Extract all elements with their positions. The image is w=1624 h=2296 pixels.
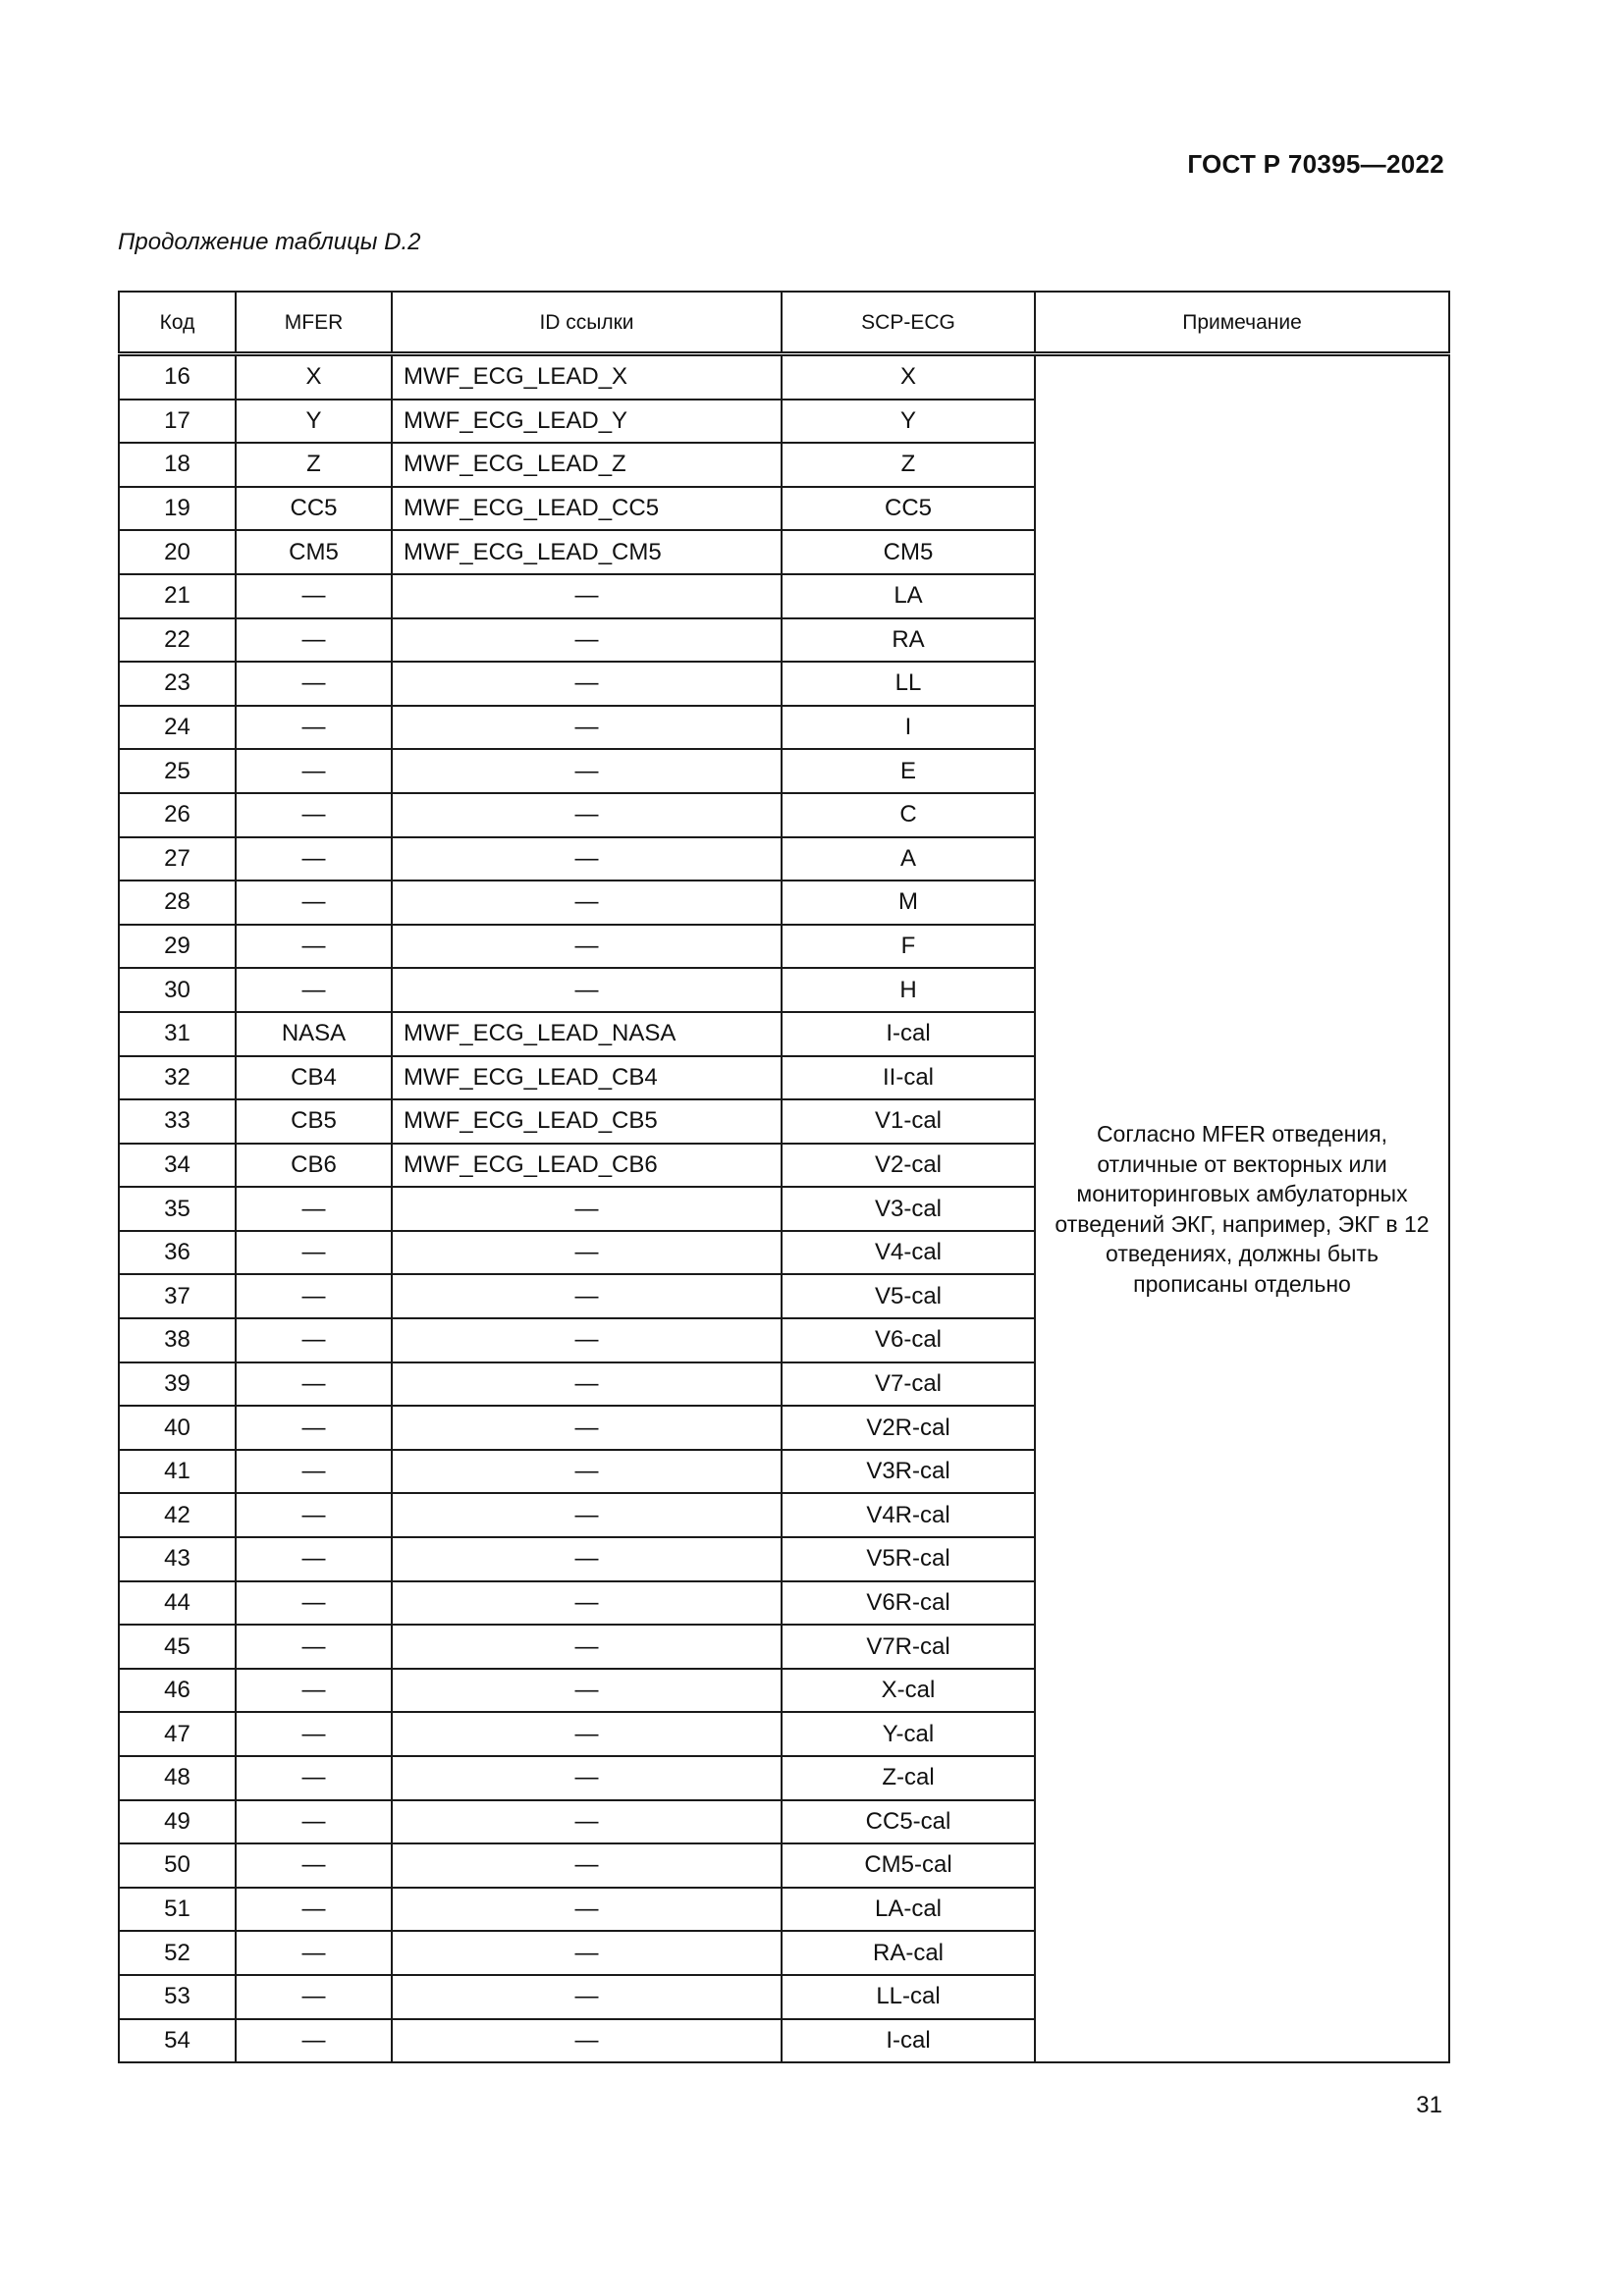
cell-mfer: — xyxy=(236,574,392,618)
cell-code: 43 xyxy=(119,1537,236,1581)
cell-id: — xyxy=(392,793,782,837)
table-row xyxy=(119,354,1449,400)
cell-code: 24 xyxy=(119,706,236,750)
cell-code: 32 xyxy=(119,1056,236,1100)
cell-code: 39 xyxy=(119,1362,236,1407)
cell-code: 29 xyxy=(119,925,236,969)
cell-mfer: — xyxy=(236,1318,392,1362)
cell-mfer: CC5 xyxy=(236,487,392,531)
cell-code: 51 xyxy=(119,1888,236,1932)
cell-scp-ecg: I xyxy=(782,706,1035,750)
cell-code: 22 xyxy=(119,618,236,663)
cell-id: MWF_ECG_LEAD_NASA xyxy=(392,1012,782,1056)
cell-id: — xyxy=(392,749,782,793)
cell-code: 25 xyxy=(119,749,236,793)
cell-scp-ecg: A xyxy=(782,837,1035,881)
cell-code: 50 xyxy=(119,1843,236,1888)
cell-id: — xyxy=(392,1450,782,1494)
cell-scp-ecg: I-cal xyxy=(782,2019,1035,2063)
cell-id: — xyxy=(392,1888,782,1932)
cell-mfer: — xyxy=(236,837,392,881)
cell-mfer: — xyxy=(236,1756,392,1800)
cell-code: 52 xyxy=(119,1931,236,1975)
column-header-scp-ecg: SCP-ECG xyxy=(782,292,1035,354)
cell-scp-ecg: M xyxy=(782,881,1035,925)
cell-mfer: Y xyxy=(236,400,392,444)
cell-mfer: NASA xyxy=(236,1012,392,1056)
cell-id: — xyxy=(392,1931,782,1975)
cell-code: 37 xyxy=(119,1274,236,1318)
cell-scp-ecg: V5R-cal xyxy=(782,1537,1035,1581)
column-header-note: Примечание xyxy=(1035,292,1449,354)
cell-scp-ecg: V3R-cal xyxy=(782,1450,1035,1494)
cell-scp-ecg: V6-cal xyxy=(782,1318,1035,1362)
cell-id: — xyxy=(392,1581,782,1626)
cell-code: 45 xyxy=(119,1625,236,1669)
cell-code: 41 xyxy=(119,1450,236,1494)
cell-mfer: — xyxy=(236,1406,392,1450)
cell-id: — xyxy=(392,1406,782,1450)
cell-scp-ecg: F xyxy=(782,925,1035,969)
cell-id: MWF_ECG_LEAD_Z xyxy=(392,443,782,487)
cell-mfer: — xyxy=(236,662,392,706)
cell-id: MWF_ECG_LEAD_CB5 xyxy=(392,1099,782,1144)
cell-mfer: — xyxy=(236,881,392,925)
cell-mfer: CB6 xyxy=(236,1144,392,1188)
cell-mfer: — xyxy=(236,1625,392,1669)
cell-id: MWF_ECG_LEAD_X xyxy=(392,354,782,400)
cell-mfer: — xyxy=(236,968,392,1012)
cell-scp-ecg: V4R-cal xyxy=(782,1493,1035,1537)
cell-scp-ecg: E xyxy=(782,749,1035,793)
cell-id: MWF_ECG_LEAD_CB4 xyxy=(392,1056,782,1100)
cell-id: — xyxy=(392,1843,782,1888)
cell-mfer: — xyxy=(236,1888,392,1932)
cell-code: 47 xyxy=(119,1712,236,1756)
cell-scp-ecg: CC5 xyxy=(782,487,1035,531)
cell-mfer: — xyxy=(236,706,392,750)
cell-mfer: — xyxy=(236,1537,392,1581)
cell-mfer: — xyxy=(236,1362,392,1407)
cell-id: — xyxy=(392,662,782,706)
cell-mfer: CB4 xyxy=(236,1056,392,1100)
cell-id: — xyxy=(392,1274,782,1318)
cell-mfer: — xyxy=(236,1931,392,1975)
cell-id: MWF_ECG_LEAD_Y xyxy=(392,400,782,444)
cell-mfer: — xyxy=(236,793,392,837)
cell-mfer: — xyxy=(236,1231,392,1275)
cell-scp-ecg: CM5-cal xyxy=(782,1843,1035,1888)
cell-scp-ecg: CM5 xyxy=(782,530,1035,574)
cell-code: 16 xyxy=(119,354,236,400)
cell-mfer: — xyxy=(236,1450,392,1494)
column-header-id: ID ссылки xyxy=(392,292,782,354)
cell-code: 30 xyxy=(119,968,236,1012)
cell-id: — xyxy=(392,1712,782,1756)
cell-id: — xyxy=(392,881,782,925)
cell-id: — xyxy=(392,1187,782,1231)
cell-code: 46 xyxy=(119,1669,236,1713)
cell-scp-ecg: RA xyxy=(782,618,1035,663)
cell-code: 44 xyxy=(119,1581,236,1626)
cell-id: — xyxy=(392,1625,782,1669)
cell-code: 31 xyxy=(119,1012,236,1056)
cell-scp-ecg: V3-cal xyxy=(782,1187,1035,1231)
cell-code: 53 xyxy=(119,1975,236,2019)
cell-scp-ecg: Y xyxy=(782,400,1035,444)
cell-scp-ecg: V1-cal xyxy=(782,1099,1035,1144)
cell-mfer: CB5 xyxy=(236,1099,392,1144)
cell-code: 26 xyxy=(119,793,236,837)
table-body xyxy=(119,354,1449,2063)
cell-scp-ecg: CC5-cal xyxy=(782,1800,1035,1844)
cell-id: — xyxy=(392,1493,782,1537)
cell-scp-ecg: Z-cal xyxy=(782,1756,1035,1800)
cell-id: — xyxy=(392,925,782,969)
cell-mfer: — xyxy=(236,1975,392,2019)
cell-code: 17 xyxy=(119,400,236,444)
cell-scp-ecg: Y-cal xyxy=(782,1712,1035,1756)
cell-mfer: — xyxy=(236,2019,392,2063)
cell-scp-ecg: LA-cal xyxy=(782,1888,1035,1932)
table-header xyxy=(119,292,1449,354)
cell-mfer: — xyxy=(236,1712,392,1756)
cell-scp-ecg: Z xyxy=(782,443,1035,487)
cell-code: 21 xyxy=(119,574,236,618)
cell-id: — xyxy=(392,574,782,618)
cell-mfer: CM5 xyxy=(236,530,392,574)
cell-id: — xyxy=(392,2019,782,2063)
cell-scp-ecg: H xyxy=(782,968,1035,1012)
cell-id: MWF_ECG_LEAD_CM5 xyxy=(392,530,782,574)
cell-code: 38 xyxy=(119,1318,236,1362)
cell-id: MWF_ECG_LEAD_CB6 xyxy=(392,1144,782,1188)
cell-mfer: — xyxy=(236,1669,392,1713)
cell-id: — xyxy=(392,837,782,881)
cell-id: — xyxy=(392,1975,782,2019)
cell-mfer: — xyxy=(236,925,392,969)
cell-scp-ecg: V7-cal xyxy=(782,1362,1035,1407)
cell-scp-ecg: V5-cal xyxy=(782,1274,1035,1318)
cell-scp-ecg: V7R-cal xyxy=(782,1625,1035,1669)
cell-scp-ecg: V2R-cal xyxy=(782,1406,1035,1450)
cell-id: — xyxy=(392,1362,782,1407)
cell-code: 34 xyxy=(119,1144,236,1188)
cell-id: — xyxy=(392,1756,782,1800)
cell-scp-ecg: II-cal xyxy=(782,1056,1035,1100)
cell-scp-ecg: V2-cal xyxy=(782,1144,1035,1188)
cell-id: — xyxy=(392,968,782,1012)
cell-scp-ecg: I-cal xyxy=(782,1012,1035,1056)
cell-id: — xyxy=(392,1537,782,1581)
table-caption: Продолжение таблицы D.2 xyxy=(118,229,421,255)
cell-scp-ecg: V6R-cal xyxy=(782,1581,1035,1626)
cell-mfer: — xyxy=(236,1800,392,1844)
leads-table xyxy=(118,291,1450,2063)
cell-scp-ecg: LL xyxy=(782,662,1035,706)
column-header-code: Код xyxy=(119,292,236,354)
cell-id: — xyxy=(392,1800,782,1844)
cell-scp-ecg: C xyxy=(782,793,1035,837)
cell-mfer: — xyxy=(236,1843,392,1888)
cell-mfer: Z xyxy=(236,443,392,487)
cell-code: 36 xyxy=(119,1231,236,1275)
cell-scp-ecg: X-cal xyxy=(782,1669,1035,1713)
cell-id: — xyxy=(392,618,782,663)
cell-mfer: — xyxy=(236,1274,392,1318)
document-code: ГОСТ Р 70395—2022 xyxy=(1187,149,1444,179)
cell-code: 27 xyxy=(119,837,236,881)
table-header-row xyxy=(119,292,1449,354)
cell-code: 28 xyxy=(119,881,236,925)
cell-scp-ecg: V4-cal xyxy=(782,1231,1035,1275)
cell-id: MWF_ECG_LEAD_CC5 xyxy=(392,487,782,531)
cell-mfer: — xyxy=(236,1581,392,1626)
cell-scp-ecg: LL-cal xyxy=(782,1975,1035,2019)
cell-id: — xyxy=(392,1669,782,1713)
cell-mfer: — xyxy=(236,1187,392,1231)
cell-scp-ecg: RA-cal xyxy=(782,1931,1035,1975)
cell-code: 35 xyxy=(119,1187,236,1231)
cell-code: 40 xyxy=(119,1406,236,1450)
cell-code: 54 xyxy=(119,2019,236,2063)
cell-mfer: — xyxy=(236,618,392,663)
cell-code: 42 xyxy=(119,1493,236,1537)
cell-code: 18 xyxy=(119,443,236,487)
cell-id: — xyxy=(392,1318,782,1362)
column-header-mfer: MFER xyxy=(236,292,392,354)
page-number: 31 xyxy=(1416,2092,1442,2118)
cell-code: 48 xyxy=(119,1756,236,1800)
cell-id: — xyxy=(392,1231,782,1275)
cell-id: — xyxy=(392,706,782,750)
cell-scp-ecg: X xyxy=(782,354,1035,400)
cell-mfer: X xyxy=(236,354,392,400)
cell-code: 20 xyxy=(119,530,236,574)
cell-code: 23 xyxy=(119,662,236,706)
cell-scp-ecg: LA xyxy=(782,574,1035,618)
cell-code: 33 xyxy=(119,1099,236,1144)
cell-note: Согласно MFER отведения, отличные от векторных или мониторинговых амбулаторных отведений ЭКГ, например, ЭКГ в 12 отведениях, должны быть прописаны отдельно xyxy=(1035,354,1449,2063)
cell-code: 19 xyxy=(119,487,236,531)
cell-mfer: — xyxy=(236,1493,392,1537)
cell-mfer: — xyxy=(236,749,392,793)
cell-code: 49 xyxy=(119,1800,236,1844)
